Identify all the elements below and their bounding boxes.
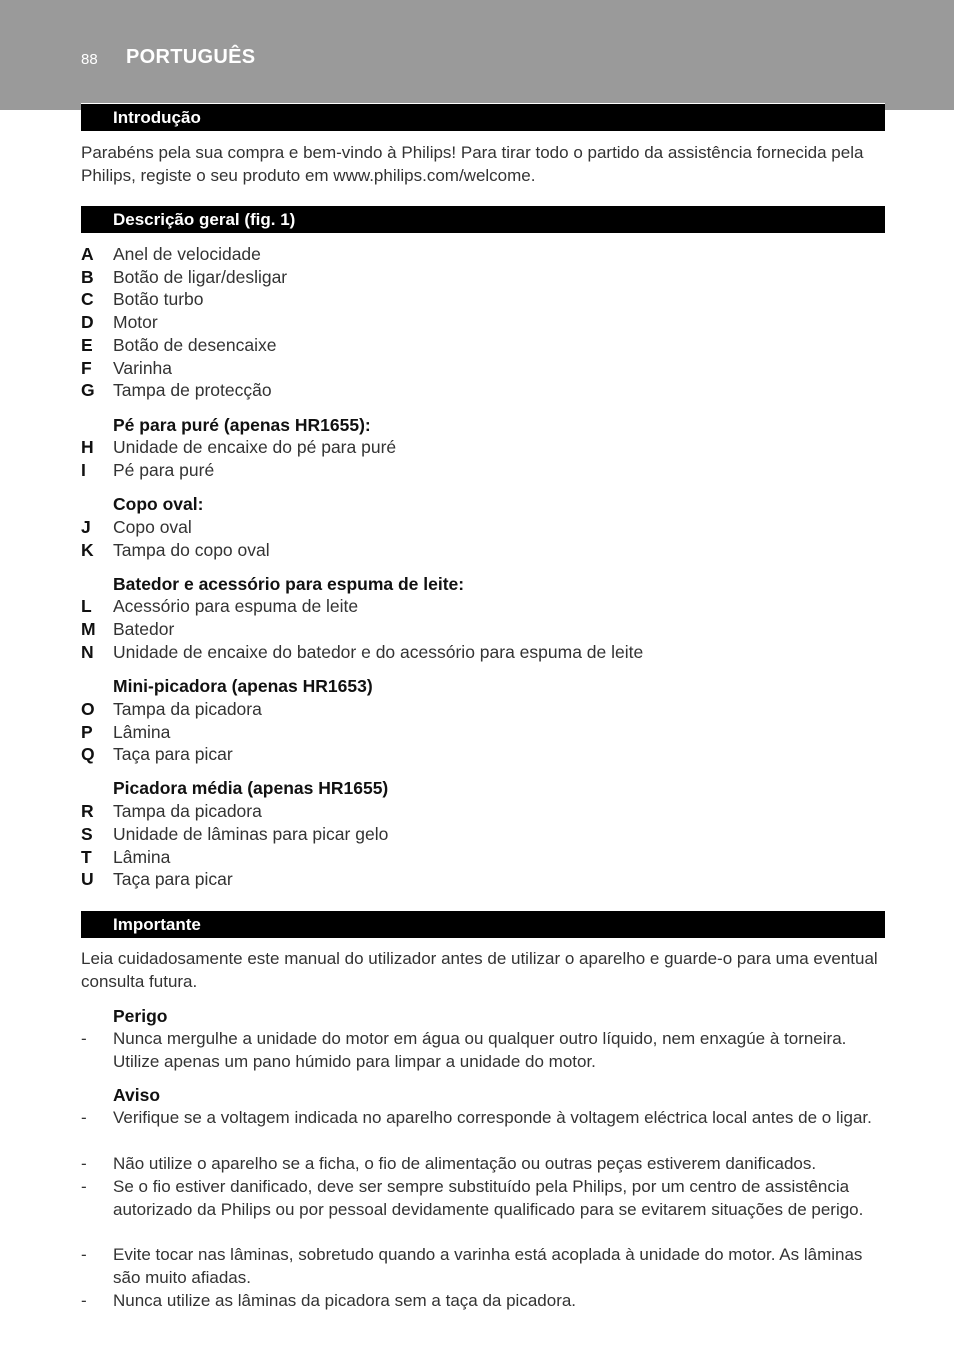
list-item	[81, 641, 891, 664]
list-item	[81, 868, 891, 891]
section-bar-overview	[81, 205, 885, 233]
group-heading-beaker: Copo oval:	[113, 494, 204, 514]
bullet-dash: -	[81, 1245, 87, 1264]
item-letter: E	[81, 335, 93, 355]
list-item	[81, 311, 891, 334]
item-text: Taça para picar	[113, 869, 233, 889]
list-item	[81, 823, 891, 846]
item-text: Pé para puré	[113, 460, 215, 480]
warning-heading: Aviso	[113, 1085, 161, 1105]
list-item	[81, 334, 891, 357]
section-title-overview: Descrição geral (fig. 1)	[113, 210, 296, 229]
group-heading-whisk: Batedor e acessório para espuma de leite:	[113, 574, 465, 594]
item-letter: R	[81, 801, 94, 821]
item-text: Tampa do copo oval	[113, 540, 270, 560]
item-letter: G	[81, 380, 95, 400]
item-text: Tampa de protecção	[113, 380, 272, 400]
item-text: Unidade de encaixe do pé para puré	[113, 437, 397, 457]
group-heading-mini-chopper: Mini-picadora (apenas HR1653)	[113, 676, 373, 696]
language-title: PORTUGUÊS	[126, 46, 256, 68]
group-heading-masher: Pé para puré (apenas HR1655):	[113, 415, 371, 435]
bullet-dash: -	[81, 1177, 87, 1196]
item-text: Tampa da picadora	[113, 699, 262, 719]
item-text: Batedor	[113, 619, 175, 639]
item-letter: U	[81, 869, 94, 889]
item-letter: P	[81, 722, 93, 742]
section-title-important: Importante	[113, 915, 201, 934]
item-letter: O	[81, 699, 95, 719]
item-text: Copo oval	[113, 517, 192, 537]
item-text: Lâmina	[113, 847, 171, 867]
section-bar-important	[81, 910, 885, 938]
bullet-text: Não utilize o aparelho se a ficha, o fio de alimentação ou outras peças estiverem danificados.	[113, 1154, 817, 1173]
item-letter: M	[81, 619, 96, 639]
list-item	[81, 357, 891, 380]
intro-paragraph: Parabéns pela sua compra e bem-vindo à Philips! Para tirar todo o partido da assistência fornecida pela Philips, registe o seu produto em www.philips.com/welcome.	[81, 143, 864, 185]
list-item	[81, 459, 891, 482]
bullet-dash: -	[81, 1291, 87, 1310]
item-letter: T	[81, 847, 92, 867]
bullet-text: Nunca mergulhe a unidade do motor em água ou qualquer outro líquido, nem enxagúe à torneira. Utilize apenas um pano húmido para limpar a unidade do motor.	[113, 1029, 847, 1071]
item-text: Unidade de lâminas para picar gelo	[113, 824, 389, 844]
item-text: Acessório para espuma de leite	[113, 596, 359, 616]
item-letter: B	[81, 267, 94, 287]
list-item	[81, 698, 891, 721]
item-letter: H	[81, 437, 94, 457]
bullet-text: Verifique se a voltagem indicada no aparelho corresponde à voltagem eléctrica local antes de o ligar.	[113, 1108, 872, 1127]
bullet-item	[81, 1290, 891, 1313]
item-text: Botão de desencaixe	[113, 335, 277, 355]
item-letter: D	[81, 312, 94, 332]
item-letter: K	[81, 540, 94, 560]
item-letter: F	[81, 358, 92, 378]
item-text: Tampa da picadora	[113, 801, 262, 821]
bullet-item	[81, 1176, 891, 1221]
bullet-dash: -	[81, 1108, 87, 1127]
list-item	[81, 743, 891, 766]
item-text: Taça para picar	[113, 744, 233, 764]
list-item	[81, 618, 891, 641]
list-item	[81, 539, 891, 562]
page-number: 88	[81, 51, 98, 68]
item-text: Botão turbo	[113, 289, 204, 309]
group-heading-medium-chopper: Picadora média (apenas HR1655)	[113, 778, 389, 798]
bullet-item	[81, 1244, 891, 1289]
bullet-dash: -	[81, 1029, 87, 1048]
danger-heading: Perigo	[113, 1006, 168, 1026]
list-item	[81, 379, 891, 402]
list-item	[81, 721, 891, 744]
item-text: Varinha	[113, 358, 173, 378]
item-letter: S	[81, 824, 93, 844]
list-item	[81, 846, 891, 869]
item-letter: C	[81, 289, 94, 309]
bullet-item	[81, 1107, 891, 1130]
list-item	[81, 266, 891, 289]
bullet-dash: -	[81, 1154, 87, 1173]
item-letter: N	[81, 642, 94, 662]
item-letter: J	[81, 517, 91, 537]
bullet-item	[81, 1153, 891, 1176]
item-text: Lâmina	[113, 722, 171, 742]
list-item	[81, 436, 891, 459]
bullet-text: Evite tocar nas lâminas, sobretudo quando a varinha está acoplada à unidade do motor. As lâminas são muito afiadas.	[113, 1245, 863, 1287]
list-item	[81, 288, 891, 311]
important-paragraph: Leia cuidadosamente este manual do utilizador antes de utilizar o aparelho e guarde-o para uma eventual consulta futura.	[81, 949, 878, 991]
item-text: Botão de ligar/desligar	[113, 267, 288, 287]
bullet-item	[81, 1028, 891, 1073]
item-text: Motor	[113, 312, 158, 332]
section-bar-intro	[81, 103, 885, 131]
list-item	[81, 516, 891, 539]
item-letter: Q	[81, 744, 95, 764]
list-item	[81, 800, 891, 823]
page-header	[0, 0, 954, 110]
bullet-text: Nunca utilize as lâminas da picadora sem a taça da picadora.	[113, 1291, 577, 1310]
bullet-text: Se o fio estiver danificado, deve ser sempre substituído pela Philips, por um centro de assistência autorizado da Philips ou por pessoal devidamente qualificado para se evitarem situações de perigo.	[113, 1177, 864, 1219]
item-text: Unidade de encaixe do batedor e do acessório para espuma de leite	[113, 642, 644, 662]
list-item	[81, 243, 891, 266]
item-text: Anel de velocidade	[113, 244, 261, 264]
item-letter: L	[81, 596, 92, 616]
list-item	[81, 595, 891, 618]
section-title-intro: Introdução	[113, 108, 201, 127]
item-letter: A	[81, 244, 94, 264]
item-letter: I	[81, 460, 86, 480]
